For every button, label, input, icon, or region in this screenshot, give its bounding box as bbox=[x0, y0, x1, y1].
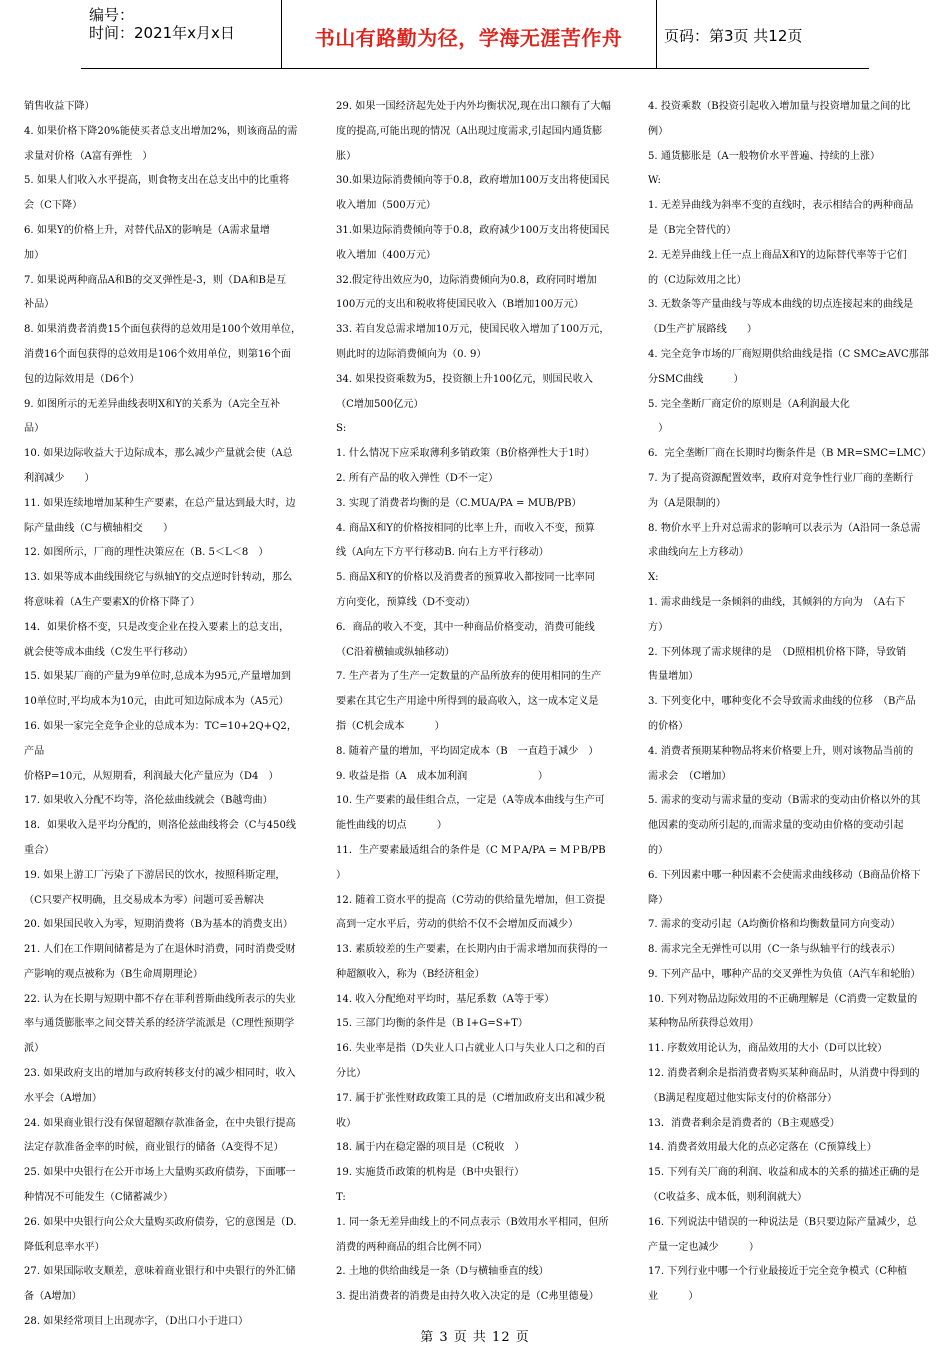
question-item: 11. 如果连续地增加某种生产要素，在总产量达到最大时，边 际产量曲线（C与横轴相交 ） bbox=[24, 497, 296, 534]
question-item: 14．如果价格不变，只是改变企业在投入要素上的总支出， 就会使等成本曲线（C发生平行移动） bbox=[24, 621, 290, 658]
question-item: 12. 随着工资水平的提高（C劳动的供给量先增加，但工资提 高到一定水平后，劳动的供给不仅不会增加反而减少） bbox=[336, 894, 606, 931]
number-label: 编号： bbox=[89, 6, 135, 24]
question-item: 11. 序数效用论认为，商品效用的大小（D可以比较） bbox=[648, 1043, 888, 1055]
question-item: 3. 无数条等产量曲线与等成本曲线的切点连接起来的曲线是 （D生产扩展路线 ） bbox=[648, 299, 914, 336]
question-item: 7. 需求的变动引起（A均衡价格和均衡数量同方向变动） bbox=[648, 919, 901, 931]
question-item: 4. 如果价格下降20%能使买者总支出增加2%，则该商品的需 求量对价格（A富有弹性 ） bbox=[24, 125, 298, 162]
question-item: 3. 下列变化中，哪种变化不会导致需求曲线的位移 （B产品 的价格） bbox=[648, 696, 916, 732]
question-item: 6. 下列因素中哪一种因素不会使需求曲线移动（B商品价格下 降） bbox=[648, 869, 921, 906]
question-item: 5. 商品X和Y的价格以及消费者的预算收入都按同一比率同 方向变化，预算线（D不变动） bbox=[336, 572, 595, 608]
question-item: 21. 人们在工作期间储蓄是为了在退休时消费，同时消费受财 产影响的观点被称为（B生命周期理论） bbox=[24, 944, 296, 980]
question-item: 6．完全垄断厂商在长期时均衡条件是（B MR=SMC=LMC） bbox=[648, 448, 932, 460]
question-item: 1. 同一条无差异曲线上的不同点表示（B效用水平相同，但所 消费的两种商品的组合比例不同） bbox=[336, 1216, 609, 1253]
question-item: 5. 完全垄断厂商定价的原则是（A利润最大化 ） bbox=[648, 398, 850, 435]
question-item: 17. 如果收入分配不均等，洛伦兹曲线就会（B越弯曲） bbox=[24, 795, 273, 807]
question-item: 2. 所有产品的收入弹性（D不一定） bbox=[336, 472, 499, 484]
question-item: 2. 下列体现了需求规律的是 （D照相机价格下降，导致销 售量增加） bbox=[648, 646, 907, 683]
question-item: 4. 完全竞争市场的厂商短期供给曲线是指（C SMC≥AVC那部 分SMC曲线 ） bbox=[648, 348, 929, 385]
question-item: 26. 如果中央银行向公众大量购买政府债券，它的意图是（D. 降低利息率水平） bbox=[24, 1216, 297, 1253]
question-item: 34. 如果投资乘数为5，投资额上升100亿元，则国民收入 （C增加500亿元） bbox=[336, 373, 593, 410]
question-item: 29. 如果一国经济起先处于内外均衡状况,现在出口额有了大幅 度的提高,可能出现的情况（A出现过度需求,引起国内通货膨 胀） bbox=[336, 101, 611, 162]
question-item: 25. 如果中央银行在公开市场上大量购买政府债券，下面哪一 种情况不可能发生（C储蓄减少） bbox=[24, 1167, 296, 1204]
question-item: 销售收益下降） bbox=[24, 101, 95, 112]
question-item: 28. 如果经常项目上出现赤字，（D出口小于进口） bbox=[24, 1316, 249, 1328]
question-item: 16. 如果一家完全竞争企业的总成本为：TC=10+2Q+Q2，产品 价格P=10元，从短期看，利润最大化产量应为（D4 ） bbox=[24, 720, 297, 782]
question-item: 4. 投资乘数（B投资引起收入增加量与投资增加量之间的比 例） bbox=[648, 101, 911, 137]
question-item: 7. 生产者为了生产一定数量的产品所放弃的使用相同的生产 要素在其它生产用途中所得到的最高收入，这一成本定义是 指（C机会成本 ） bbox=[336, 671, 602, 732]
question-item: 19. 如果上游工厂污染了下游居民的饮水，按照科斯定理， （C只要产权明确，且交易成本为零）问题可妥善解决 bbox=[24, 869, 286, 906]
question-item: 13．消费者剩余是消费者的（B主观感受） bbox=[648, 1117, 840, 1129]
header-motto-cell bbox=[281, 0, 657, 68]
question-item: 10. 下列对物品边际效用的不正确理解是（C消费一定数量的 某种物品所获得总效用） bbox=[648, 993, 918, 1030]
question-item: 4. 消费者预期某种物品将来价格要上升，则对该物品当前的 需求会 （C增加） bbox=[648, 745, 914, 782]
question-item: 5. 通货膨胀是（A一般物价水平普遍、持续的上涨） bbox=[648, 150, 881, 162]
question-item: 24. 如果商业银行没有保留超额存款准备金，在中央银行提高 法定存款准备金率的时候，商业银行的储备（A变得不足） bbox=[24, 1117, 296, 1154]
time-label: 时间：2021年x月x日 bbox=[89, 24, 235, 42]
question-item: 12. 消费者剩余是指消费者购买某种商品时，从消费中得到的 （B满足程度超过他实际支付的价格部分） bbox=[648, 1068, 920, 1104]
question-item: 9. 如图所示的无差异曲线表明X和Y的关系为（A完全互补 品） bbox=[24, 398, 281, 435]
question-item: 18．如果收入是平均分配的，则洛伦兹曲线将会（C与450线 重合） bbox=[24, 820, 296, 856]
question-item: 2. 土地的供给曲线是一条（D与横轴垂直的线） bbox=[336, 1266, 549, 1278]
page-header bbox=[81, 0, 869, 69]
question-item: 11．生产要素最适组合的条件是（C MＰA/PA = MＰB/PB ） bbox=[336, 844, 606, 881]
question-item: 20. 如果国民收入为零，短期消费将（B为基本的消费支出） bbox=[24, 919, 293, 931]
question-item: X: bbox=[648, 572, 659, 584]
question-item: 32.假定待出效应为0，边际消费倾向为0.8，政府同时增加 100万元的支出和税收将使国民收入（B增加100万元） bbox=[336, 274, 597, 311]
question-item: T: bbox=[336, 1192, 346, 1204]
question-item: 31.如果边际消费倾向等于0.8，政府减少100万支出将使国民 收入增加（400万元） bbox=[336, 224, 610, 261]
question-item: 13. 如果等成本曲线围绕它与纵轴Y的交点逆时针转动，那么 将意味着（A生产要素X的价格下降了） bbox=[24, 572, 293, 608]
header-page-cell bbox=[656, 0, 869, 68]
question-item: 8. 随着产量的增加，平均固定成本（B 一直趋于减少 ） bbox=[336, 745, 599, 757]
question-item: 1. 需求曲线是一条倾斜的曲线，其倾斜的方向为 （A右下 方） bbox=[648, 596, 906, 633]
question-item: 6．商品的收入不变，其中一种商品价格变动，消费可能线 （C沿着横轴或纵轴移动） bbox=[336, 621, 595, 658]
question-item: 13. 素质较差的生产要素，在长期内由于需求增加而获得的一 种超额收入，称为（B经济租金） bbox=[336, 944, 608, 980]
question-item: 12. 如图所示，厂商的理性决策应在（B. 5＜L＜8 ） bbox=[24, 547, 269, 559]
question-item: W: bbox=[648, 175, 661, 187]
header-meta-cell bbox=[81, 0, 282, 68]
question-item: 16. 下列说法中错误的一种说法是（B只要边际产量减少，总 产量一定也减少 ） bbox=[648, 1216, 917, 1253]
question-item: 19. 实施货币政策的机构是（B中央银行） bbox=[336, 1167, 525, 1179]
text-column-1 bbox=[24, 95, 306, 1335]
question-item: 5. 如果人们收入水平提高，则食物支出在总支出中的比重将 会（C下降） bbox=[24, 175, 290, 212]
question-item: 6. 如果Y的价格上升，对替代品X的影响是（A需求量增 加） bbox=[24, 224, 270, 261]
question-item: 3. 提出消费者的消费是由持久收入决定的是（C弗里德曼） bbox=[336, 1291, 599, 1303]
question-item: 14. 消费者效用最大化的点必定落在（C预算线上） bbox=[648, 1142, 877, 1154]
question-item: 2. 无差异曲线上任一点上商品X和Y的边际替代率等于它们 的（C边际效用之比） bbox=[648, 249, 907, 286]
text-column-2 bbox=[336, 95, 619, 1310]
question-item: S: bbox=[336, 423, 347, 435]
text-column-3 bbox=[648, 95, 930, 1310]
question-item: 9. 下列产品中，哪种产品的交叉弹性为负值（A汽车和轮胎） bbox=[648, 968, 921, 980]
question-item: 15. 下列有关厂商的利润、收益和成本的关系的描述正确的是 （C收益多、成本低，则利润就大） bbox=[648, 1167, 920, 1204]
question-item: 8. 如果消费者消费15个面包获得的总效用是100个效用单位， 消费16个面包获得的总效用是106个效用单位，则第16个面 包的边际效用是（D6个） bbox=[24, 324, 302, 385]
question-item: 8. 物价水平上升对总需求的影响可以表示为（A沿同一条总需 求曲线向左上方移动） bbox=[648, 522, 921, 559]
question-item: 33. 若自发总需求增加10万元，使国民收入增加了100万元， 则此时的边际消费倾向为（0. 9） bbox=[336, 324, 610, 360]
question-item: 16. 失业率是指（D失业人口占就业人口与失业人口之和的百 分比） bbox=[336, 1043, 606, 1080]
question-item: 14. 收入分配绝对平均时，基尼系数（A等于零） bbox=[336, 993, 555, 1005]
question-item: 1. 什么情况下应采取薄利多销政策（B价格弹性大于1时） bbox=[336, 448, 595, 460]
question-item: 9. 收益是指（A 成本加利润 ） bbox=[336, 770, 548, 782]
question-item: 27. 如果国际收支顺差，意味着商业银行和中央银行的外汇储 备（A增加） bbox=[24, 1266, 296, 1303]
question-item: 18. 属于内在稳定器的项目是（C税收 ） bbox=[336, 1142, 525, 1154]
question-item: 22. 认为在长期与短期中都不存在菲利普斯曲线所表示的失业 率与通货膨胀率之间交替关系的经济学流派是（C理性预期学 派） bbox=[24, 993, 296, 1055]
question-item: 4. 商品X和Y的价格按相同的比率上升，而收入不变，预算 线（A向左下方平行移动B. 向右上方平行移动） bbox=[336, 522, 595, 559]
question-item: 10. 生产要素的最佳组合点，一定是（A等成本曲线与生产可 能性曲线的切点 ） bbox=[336, 795, 605, 832]
question-item: 17. 属于扩张性财政政策工具的是（C增加政府支出和减少税 收） bbox=[336, 1092, 606, 1129]
question-item: 3. 实现了消费者均衡的是（C.MUA/PA = MUB/PB） bbox=[336, 497, 582, 509]
question-item: 17. 下列行业中哪一个行业最接近于完全竞争模式（C种植 业 ） bbox=[648, 1266, 908, 1303]
question-item: 7. 如果说两种商品A和B的交叉弹性是-3，则（DA和B是互 补品） bbox=[24, 274, 287, 311]
page-footer: 第 3 页 共 12 页 bbox=[420, 1330, 530, 1345]
question-item: 15. 三部门均衡的条件是（B I+G=S+T） bbox=[336, 1018, 528, 1030]
page-label: 页码：第3页 共12页 bbox=[664, 27, 803, 45]
question-item: 23. 如果政府支出的增加与政府转移支付的减少相同时，收入 水平会（A增加） bbox=[24, 1068, 296, 1104]
question-item: 1. 无差异曲线为斜率不变的直线时，表示相结合的两种商品 是（B完全替代的） bbox=[648, 200, 914, 236]
question-item: 30.如果边际消费倾向等于0.8，政府增加100万支出将使国民 收入增加（500万元） bbox=[336, 175, 610, 212]
motto: 书山有路勤为径，学海无涯苦作舟 bbox=[314, 26, 623, 50]
question-item: 10. 如果边际收益大于边际成本，那么减少产量就会使（A总 利润减少 ） bbox=[24, 448, 293, 484]
question-item: 7. 为了提高资源配置效率，政府对竞争性行业厂商的垄断行 为（A是限制的） bbox=[648, 472, 914, 509]
question-item: 5. 需求的变动与需求量的变动（B需求的变动由价格以外的其 他因素的变动所引起的,而需求量的变动由价格的变动引起 的） bbox=[648, 795, 921, 856]
question-item: 8. 需求完全无弹性可以用（C一条与纵轴平行的线表示） bbox=[648, 944, 901, 956]
question-item: 15. 如果某厂商的产量为9单位时,总成本为95元,产量增加到 10单位时,平均成本为10元，由此可知边际成本为（A5元） bbox=[24, 671, 292, 708]
